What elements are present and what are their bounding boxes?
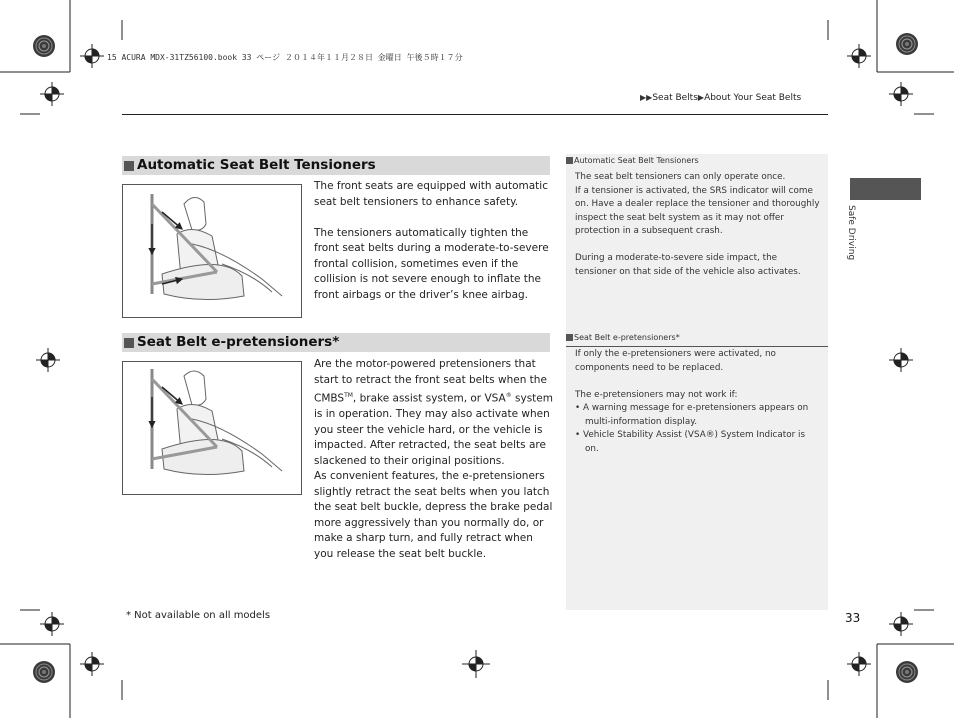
section-heading-tensioners [122, 156, 550, 175]
section1-para2: The tensioners automatically tighten the front seat belts during a moderate-to-severe frontal collision, sometimes even if the collision is not severe enough to inflate the front airbags or the driver’s knee airbag. [314, 226, 549, 301]
registration-mark [36, 348, 60, 372]
color-calibration-mark [896, 661, 918, 683]
registration-mark [462, 650, 490, 678]
page-number: 33 [845, 611, 861, 625]
registration-mark [889, 82, 913, 106]
note2-para2: The e-pretensioners may not work if: [575, 389, 738, 400]
chapter-tab[interactable] [850, 178, 921, 200]
note2-body [575, 348, 821, 456]
breadcrumb [640, 93, 801, 103]
note1-line1: The seat belt tensioners can only operate once. [575, 172, 786, 182]
section2-body [314, 357, 554, 562]
color-calibration-mark [896, 33, 918, 55]
registration-mark [847, 44, 871, 68]
section-heading-e-pretensioners [122, 333, 550, 352]
seat-belt-illustration [122, 184, 302, 318]
section2-para2: As convenient features, the e-pretensioners slightly retract the seat belts when you latch the seat belt buckle, depress the brake pedal more aggressively than you normally do, or make a sharp turn, and fully retract when you release the seat belt buckle. [314, 470, 553, 560]
asterisk: * [332, 334, 340, 350]
registration-mark [40, 612, 64, 636]
print-header: 15 ACURA MDX-31TZ56100.book 33 ページ ２０１４年１１月２８日 金曜日 午後５時１７分 [107, 53, 463, 62]
registration-mark [80, 44, 104, 68]
registration-mark [889, 612, 913, 636]
section1-para1: The front seats are equipped with automatic seat belt tensioners to enhance safety. [314, 180, 548, 208]
registration-mark [889, 348, 913, 372]
chapter-label[interactable]: Safe Driving [846, 205, 856, 261]
color-calibration-mark [33, 35, 55, 57]
registration-mark [40, 82, 64, 106]
registration-mark [80, 652, 104, 676]
breadcrumb-level1[interactable]: Seat Belts [652, 93, 698, 103]
breadcrumb-arrow: ▶ [697, 93, 705, 102]
header-rule [122, 114, 828, 115]
registration-mark [847, 652, 871, 676]
note1-heading: Automatic Seat Belt Tensioners [566, 156, 699, 165]
section1-body [314, 179, 554, 303]
note1-para2: During a moderate-to-severe side impact, the tensioner on that side of the vehicle also activates. [575, 253, 801, 277]
footnote: * Not available on all models [126, 610, 271, 621]
note-arrow-icon [566, 334, 573, 341]
seat-belt-illustration [122, 361, 302, 495]
breadcrumb-level2[interactable]: About Your Seat Belts [704, 93, 802, 103]
section-title: Automatic Seat Belt Tensioners [137, 157, 376, 173]
color-calibration-mark [33, 661, 55, 683]
note2-para1: If only the e-pretensioners were activated, no components need to be replaced. [575, 349, 776, 373]
note2-bullet2: • Vehicle Stability Assist (VSA®) System Indicator is on. [575, 430, 806, 454]
note1-para1: If a tensioner is activated, the SRS indicator will come on. Have a dealer replace the tensioner and thoroughly inspect the seat belt system as it may not offer protection in a subsequent crash. [575, 185, 820, 236]
section2-para1: Are the motor-powered pretensioners that start to retract the front seat belts when the CMBS™, brake assist system, or VSA® system is in operation. They may also activate when you steer the vehicle hard, or the vehicle is impacted. After retracted, the seat belts are slackened to their original positions. [314, 358, 553, 467]
note-arrow-icon [566, 157, 573, 164]
side-notes-panel [566, 154, 828, 610]
note2-rule [566, 346, 828, 347]
heading-square-icon [124, 161, 134, 171]
note1-body [575, 171, 821, 279]
section-title: Seat Belt e-pretensioners* [137, 334, 340, 350]
note2-bullet1: • A warning message for e-pretensioners appears on multi-information display. [575, 403, 809, 427]
heading-square-icon [124, 338, 134, 348]
note2-heading: Seat Belt e-pretensioners* [566, 333, 680, 342]
breadcrumb-arrows: ▶▶ [640, 93, 653, 102]
